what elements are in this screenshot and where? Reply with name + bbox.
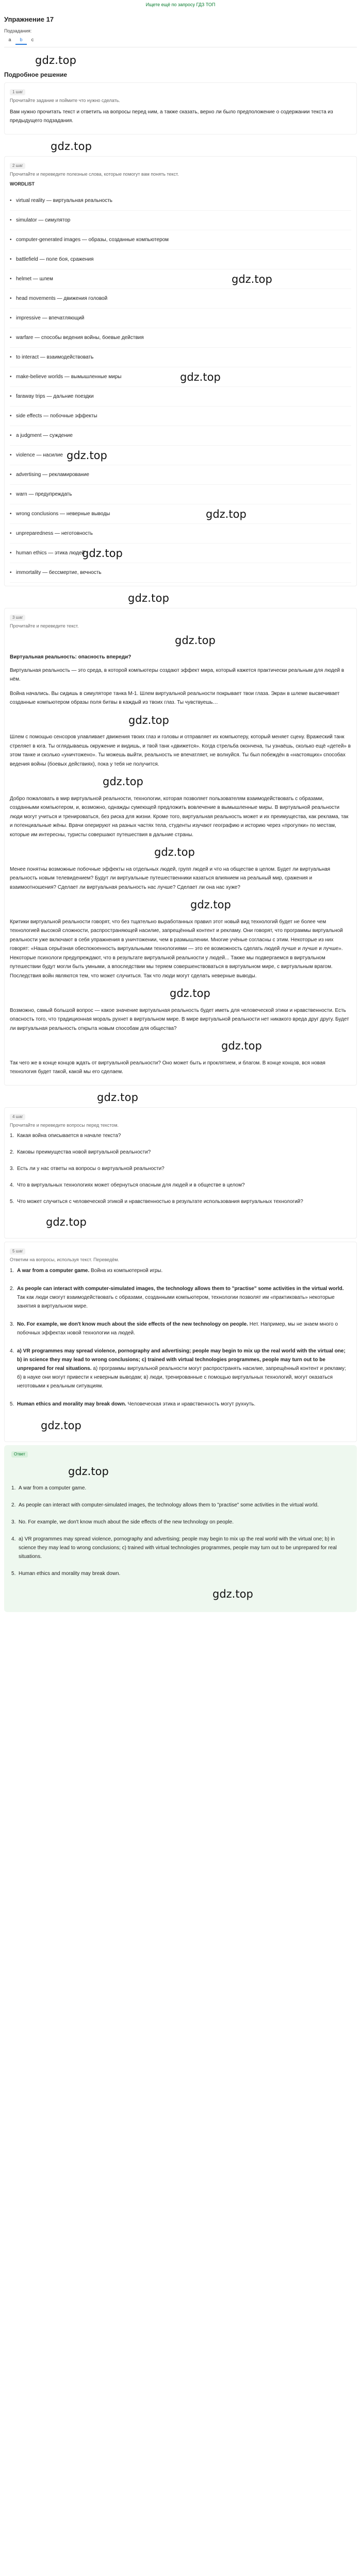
watermark: gdz.top (67, 449, 107, 462)
list-item: A war from a computer game. Война из компьютерной игры. (17, 1268, 163, 1274)
step-badge: 1 шаг (10, 89, 25, 95)
paragraph: Виртуальная реальность — это среда, в которой компьютеры создают эффект мира, который кажется практически реальным для людей в нём. (10, 667, 344, 682)
list-item: • a judgment — суждение (10, 426, 351, 446)
list-item: • make-believe worlds — вымышленные миры gdz.top (10, 367, 351, 387)
step-2 (4, 156, 357, 586)
list-item: • to interact — взаимодействовать (10, 348, 351, 367)
watermark: gdz.top (82, 547, 123, 560)
watermark: gdz.top (232, 273, 272, 285)
questions-list (10, 1132, 351, 1206)
step-5 (4, 1242, 357, 1442)
list-item: • side effects — побочные эффекты (10, 406, 351, 426)
list-item: No. For example, we don't know much about the side effects of the new technology on people. Нет. Например, мы не знаем много о побочных эффектах новой технологии на людей. (17, 1321, 338, 1336)
list-item: • warfare — способы ведения войны, боевые действия (10, 328, 351, 348)
watermark: gdz.top (51, 140, 92, 152)
step-3 (4, 608, 357, 1086)
paragraph: Критики виртуальной реальности говорят, что без тщательно выработанных правил этот новый вид технологий будет не более чем технологией высокой сложности, распространяющей насилие, запрещённый контент и рекламу. Они говорят, что программы виртуальной реальности уже включают в себя упражнения в уничтожении, чем в размышлении. Многие учёные согласны с этим. Некоторые из них говорят: «Наша серьёзная обеспокоенность виртуальными технологиями — это ее возможность сделать людей лучше и лучше и лучше». Некоторые психологи предупреждают, что в результате виртуальной реальности у людей... Также мы подвергаемся в виртуальном путешествии будут могли быть умными, а впоследствии мы теряем совершенствоваться в виртуальном мире, с виртуальным врагом. Последствия войн являются тем, что может случиться. Так что люди могут сделать неверные выводы. (10, 919, 343, 979)
list-item: Что в виртуальных технологиях может обернуться опасным для людей и в обществе в целом? (17, 1182, 245, 1188)
subtask-tabs (4, 37, 357, 45)
watermark: gdz.top (41, 1419, 81, 1432)
step-instruction: Ответим на вопросы, используя текст. Переведём. (10, 1257, 119, 1262)
wordlist-title: WORDLIST (10, 181, 35, 187)
list-item: • advertising — рекламирование (10, 465, 351, 485)
step-instruction: Прочитайте и переведите текст. (10, 623, 79, 629)
watermark: gdz.top (35, 54, 77, 67)
word-list (10, 191, 351, 583)
answers-list (10, 1266, 351, 1409)
watermark: gdz.top (170, 987, 210, 999)
answer-list (11, 1484, 350, 1578)
list-item: • computer-generated images — образы, созданные компьютером (10, 230, 351, 250)
step-instruction: Прочитайте задание и поймите что нужно сделать. (10, 98, 120, 103)
list-item: • simulator — симулятор (10, 211, 351, 230)
watermark: gdz.top (97, 1091, 139, 1104)
watermark: gdz.top (221, 1040, 262, 1052)
paragraph: Возможно, самый большой вопрос — какое значение виртуальная реальность будет иметь для человеческой этики и нравственности. Есть опасность того, что традиционная мораль рухнет в виртуальном мире. В мире виртуальной реальности нет никакого вреда друг другу. Будет ли виртуальная реальность открыта новым способам для общества? (10, 1007, 349, 1031)
search-link[interactable]: Ищете ещё по запросу ГДЗ ТОП (145, 2, 216, 7)
list-item: Human ethics and morality may break down. Человеческая этика и нравственность могут рухнуть. (17, 1401, 256, 1407)
step-badge: 2 шаг (10, 163, 25, 169)
paragraph: Шлем с помощью сенсоров улавливает движения твоих глаз и головы и отправляет их компьютеру, который меняет сцену. Вражеский танк стреляет в юга. Ты оглядываешь окружение и видишь, и твой танк «движется». Когда стрельба окончена, ты узнаёшь, сколько ещё «детей» в этом танке и сколько «уничтожено». Ты можешь выйти, реальность не впечатляет, не волнуйся. Ты был побеждён в «настоящих» способах ведения войны (боевых действиях), пока у тебя не получится. (10, 734, 351, 767)
paragraph: Менее понятны возможные побочные эффекты на отдельных людей, групп людей и что на обществе в целом. Будет ли виртуальная реальность новым телевидением? Будут ли виртуальные путешественники казаться влиянием на реальный мир, сражения и взаимоотношения? Сделает ли виртуальная реальность нас лучше? Сделает ли она нас хуже? (10, 866, 331, 890)
list-item: • immortality — бессмертие, вечность (10, 563, 351, 583)
answer-box (4, 1445, 357, 1612)
paragraph: Война начались. Вы сидишь в симуляторе танка М-1. Шлем виртуальной реальности покрывает твои глаза. Экран в шлеме высвечивает созданные компьютером образы поля битвы в каждый из твоих глаз. Ты чувствуешь… (10, 690, 340, 705)
list-item: No. For example, we don't know much about the side effects of the new technology on people. (19, 1519, 234, 1525)
list-item: • impressive — впечатляющий (10, 309, 351, 328)
paragraph: Добро пожаловать в мир виртуальной реальности, технологии, которая позволяет пользователям взаимодействовать с образами, созданными компьютером, и, возможно, однажды сумеющей предложить вовлечение в вымышленные миры. В виртуальной реальности люди могут учиться и тренироваться, без риска для жизни. Кроме того, виртуальная реальность может и их преимущества, как реклама, так и потенциальные жёны. Врачи оперируют на разных частях тела, студенты изучают географию и историю через «прогулки» по местам, которые им интересны, туристы совершают путешествия в дальние страны. (10, 795, 349, 838)
list-item: Human ethics and morality may break down. (19, 1571, 121, 1577)
tab-subtask-b[interactable]: b (15, 37, 27, 45)
list-item: • helmet — шлем gdz.top (10, 269, 351, 289)
watermark: gdz.top (68, 1465, 109, 1478)
step-badge: 4 шаг (10, 1114, 25, 1120)
watermark: gdz.top (190, 899, 231, 911)
watermark: gdz.top (154, 846, 195, 858)
list-item: A war from a computer game. (19, 1485, 87, 1491)
step-4 (4, 1107, 357, 1239)
step-instruction: Прочитайте и переведите вопросы перед текстом. (10, 1122, 119, 1128)
list-item: • head movements — движения головой (10, 289, 351, 309)
list-item: • faraway trips — дальние поездки (10, 387, 351, 406)
step-instruction: Прочитайте и переведите полезные слова, которые помогут вам понять текст. (10, 171, 179, 177)
list-item: • violence — насилие gdz.top (10, 446, 351, 465)
step-badge: 5 шаг (10, 1248, 25, 1255)
watermark: gdz.top (206, 507, 247, 520)
list-item: Какая война описывается в начале текста? (17, 1133, 121, 1139)
list-item: Каковы преимущества новой виртуальной реальности? (17, 1149, 151, 1155)
list-item: a) VR programmes may spread violence, pornography and advertising; people may begin to mix up the real world with the virtual one; b) in science they may lead to wrong conclusions; c) trained with virtual technologies programmes, people may turn out to be unprepared for real situations. а) программы виртуальной реальности могут распространять насилие, запрещённый контент и рекламу; б) в науке они могут привести к неверным выводам; в) люди, тренированные с помощью виртуальных технологий, могут оказаться неготовыми к реальным ситуациям. (17, 1348, 346, 1389)
list-item: • warn — предупреждать (10, 485, 351, 504)
watermark: gdz.top (175, 634, 216, 647)
list-item: a) VR programmes may spread violence, pornography and advertising; people may begin to mix up the real world with the virtual one; b) in science they may lead to wrong conclusions; c) trained with virtual technologies programmes, people may turn out to be unprepared for real situations. (19, 1536, 337, 1560)
text-body (10, 666, 351, 1077)
step-paragraph: Вам нужно прочитать текст и ответить на вопросы перед ним, а также сказать, верно ли было предположение о содержании текста из предыдущего подзадания. (10, 109, 333, 124)
text-heading: Виртуальная реальность: опасность впереди? (10, 654, 132, 660)
answer-badge: Ответ (11, 1451, 28, 1458)
list-item: As people can interact with computer-simulated images, the technology allows them to "practise" some activities in the virtual world. Так как люди смогут взаимодействовать с образами, созданными компьютером, технологии позволят им «практиковать» некоторые занятия в виртуальном мире. (17, 1286, 344, 1309)
step-badge: 3 шаг (10, 615, 25, 621)
exercise-title: Упражнение 17 (4, 15, 54, 23)
list-item: • unpreparedness — неготовность (10, 524, 351, 544)
solution-title: Подробное решение (4, 71, 68, 78)
watermark: gdz.top (46, 1216, 87, 1228)
paragraph: Так чего же в конце концов ждать от виртуальной реальности? Оно может быть и проклятием, и благом. В конце концов, вся новая технология будет такой, какой мы его сделаем. (10, 1060, 325, 1075)
tab-subtask-a[interactable]: a (8, 37, 11, 42)
list-item: • wrong conclusions — неверные выводы gdz.top (10, 504, 351, 524)
list-item: Есть ли у нас ответы на вопросы о виртуальной реальности? (17, 1166, 165, 1172)
watermark: gdz.top (103, 775, 143, 788)
list-item: • battlefield — поле боя, сражения (10, 250, 351, 269)
subtasks-label: Подзадания: (4, 28, 32, 33)
tab-subtask-c[interactable]: c (31, 37, 34, 42)
list-item: Что может случиться с человеческой этикой и нравственностью в результате использования виртуальных технологий? (17, 1199, 303, 1205)
watermark: gdz.top (128, 714, 169, 726)
watermark: gdz.top (180, 370, 221, 383)
list-item: • human ethics — этика людей gdz.top (10, 544, 351, 563)
watermark: gdz.top (128, 591, 170, 604)
list-item: As people can interact with computer-simulated images, the technology allows them to "practise" some activities in the virtual world. (19, 1502, 319, 1508)
list-item: • virtual reality — виртуальная реальность (10, 191, 351, 211)
watermark: gdz.top (212, 1588, 253, 1600)
step-1 (4, 82, 357, 134)
